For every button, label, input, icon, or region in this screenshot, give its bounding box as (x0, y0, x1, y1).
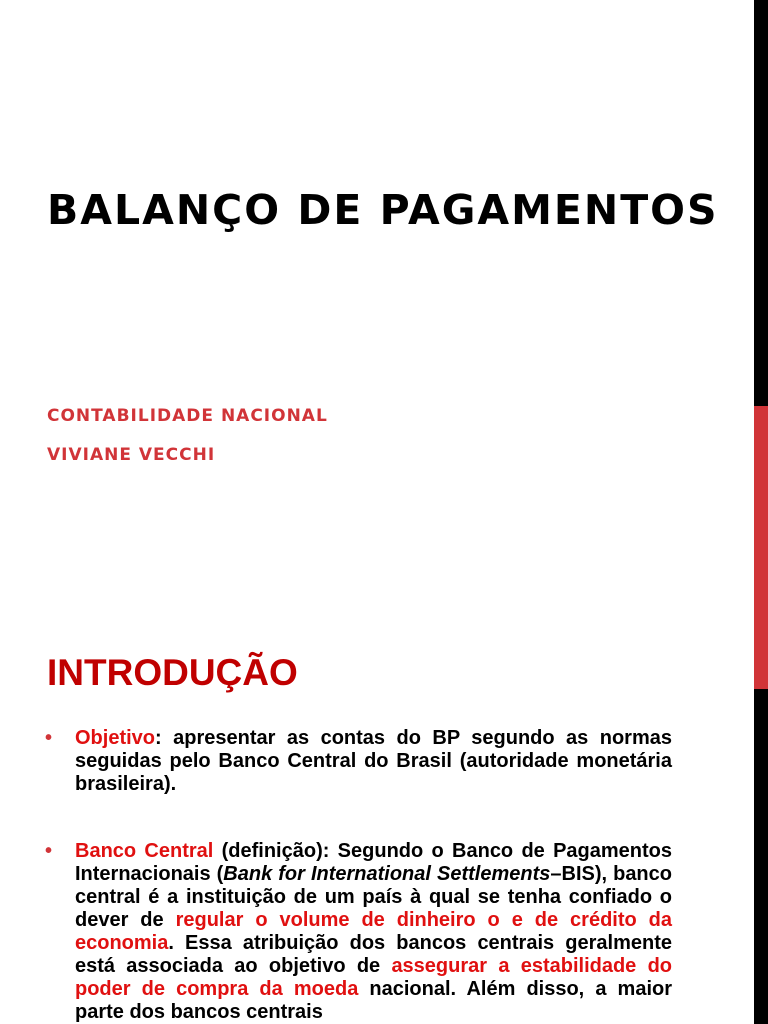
sidebar-red-accent (754, 406, 768, 689)
bullet-dot-icon: • (45, 840, 53, 862)
bullet-term-objetivo: Objetivo (75, 727, 156, 749)
bullet-objetivo (45, 727, 672, 796)
slide-title: BALANÇO DE PAGAMENTOS (47, 186, 719, 234)
bullet-list (45, 727, 672, 1024)
intro-heading: INTRODUÇÃO (47, 652, 298, 693)
bullet-text-part1: (definição): Segundo o Banco de Pagamentos Internacionais ( (75, 840, 672, 885)
bullet-highlight-assegurar: assegurar a estabilidade do poder de compra da moeda (75, 955, 673, 1000)
bullet-text-part4: nacional. Além disso, a maior parte dos bancos centrais (75, 978, 673, 1023)
bullet-term-banco-central: Banco Central (75, 840, 214, 862)
slide-subtitle-course: CONTABILIDADE NACIONAL (47, 406, 328, 426)
bullet-dot-icon: • (45, 727, 53, 749)
bullet-banco-central (45, 840, 672, 1024)
bullet-text-part3: . Essa atribuição dos bancos centrais geralmente está associada ao objetivo de (75, 932, 672, 977)
bullet-text-objetivo: : apresentar as contas do BP segundo as normas seguidas pelo Banco Central do Brasil (autoridade monetária brasileira). (75, 727, 672, 795)
bullet-italic-bis: Bank for International Settlements (223, 863, 551, 885)
bullet-text-part2: –BIS), banco central é a instituição de um país à qual se tenha confiado o dever de (75, 863, 672, 931)
bullet-highlight-regular: regular o volume de dinheiro o e de crédito da economia (75, 909, 672, 954)
slide-subtitle-author: VIVIANE VECCHI (47, 445, 216, 465)
